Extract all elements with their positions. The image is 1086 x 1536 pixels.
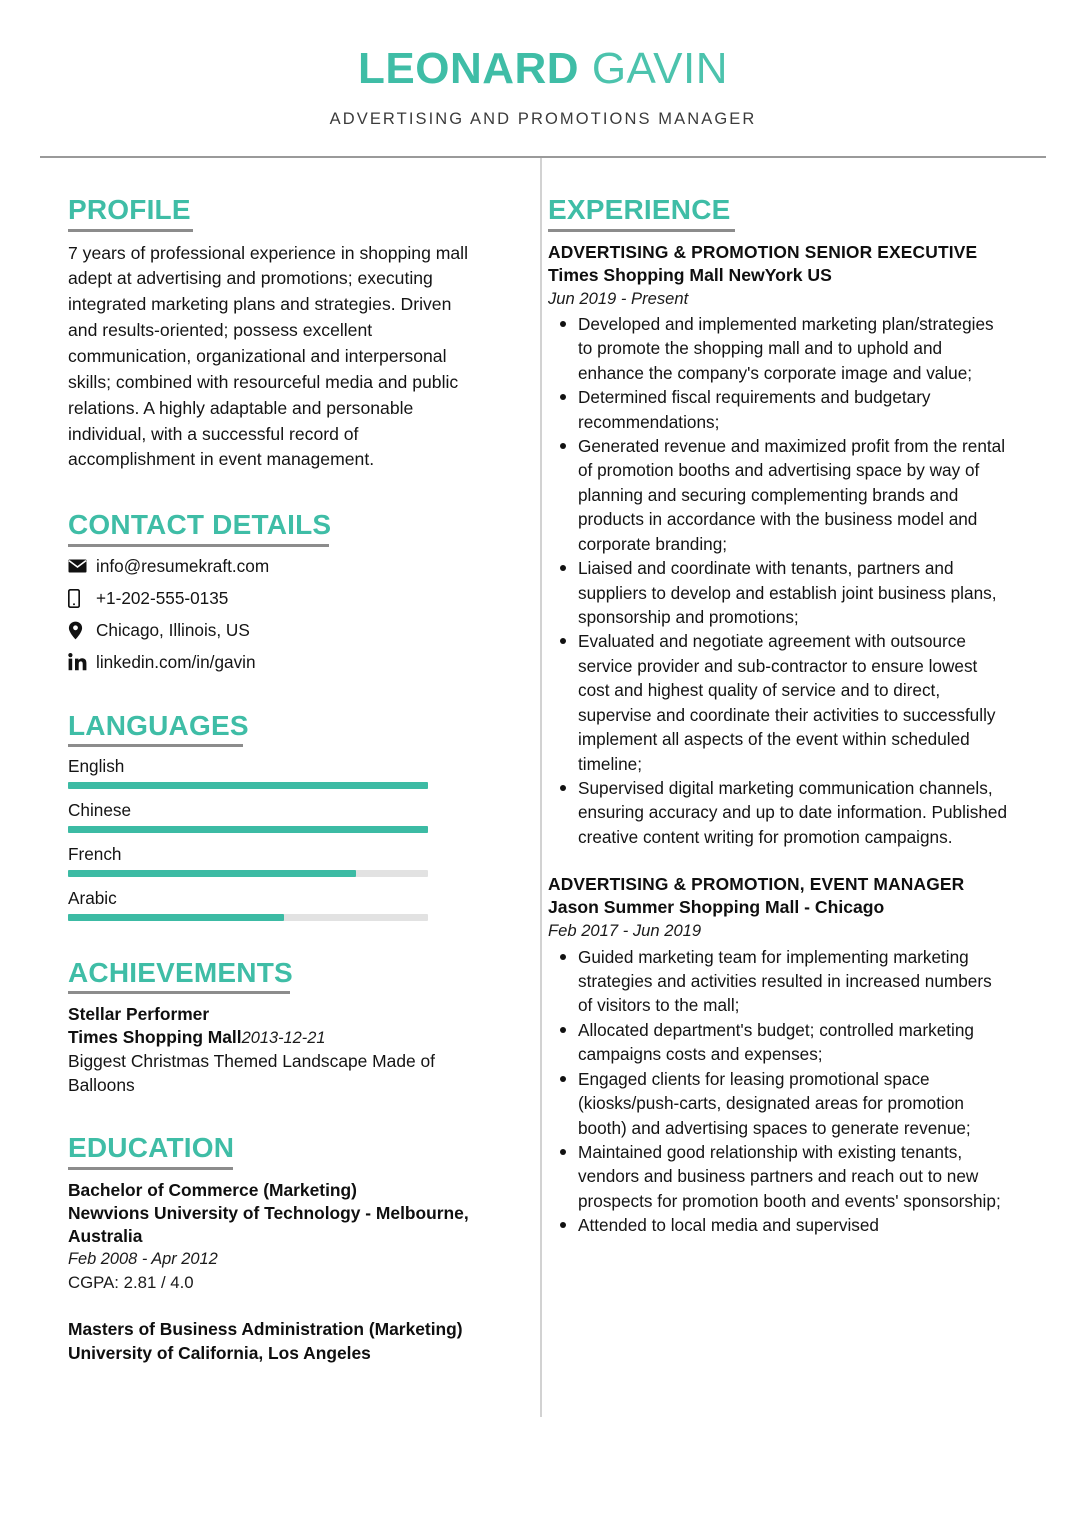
experience-heading: EXPERIENCE — [548, 194, 731, 226]
education-gpa: CGPA: 2.81 / 4.0 — [68, 1272, 194, 1292]
experience-bullet-list — [548, 945, 1010, 1238]
section-achievements — [68, 957, 482, 1097]
experience-bullet: Guided marketing team for implementing marketing strategies and activities resulted in increased numbers of visitors to the mall; — [548, 945, 1010, 1018]
experience-role: ADVERTISING & PROMOTION SENIOR EXECUTIVE — [548, 241, 978, 262]
language-level-fill — [68, 870, 356, 877]
section-languages — [68, 710, 482, 921]
last-name: GAVIN — [591, 44, 728, 93]
education-heading-rule — [68, 1167, 233, 1170]
resume-header — [0, 0, 1086, 129]
profile-heading: PROFILE — [68, 194, 191, 226]
column-divider — [540, 158, 542, 1417]
experience-bullet: Supervised digital marketing communication channels, ensuring accuracy and up to date information. Published creative content writing for promotion campaigns. — [548, 776, 1010, 849]
phone-icon — [68, 589, 96, 608]
experience-item — [548, 241, 1010, 850]
language-name: Arabic — [68, 888, 117, 908]
experience-bullet: Allocated department's budget; controlled marketing campaigns costs and expenses; — [548, 1018, 1010, 1067]
experience-heading-rule — [548, 229, 735, 232]
language-name: Chinese — [68, 800, 132, 820]
section-profile — [68, 194, 482, 473]
education-school: Newvions University of Technology - Melbourne, Australia — [68, 1202, 469, 1246]
language-level-track — [68, 826, 428, 833]
language-level-fill — [68, 782, 428, 789]
language-item — [68, 800, 482, 833]
envelope-icon — [68, 559, 96, 573]
section-education — [68, 1132, 482, 1365]
experience-bullet: Generated revenue and maximized profit from the rental of promotion booths and advertising space by way of planning and securing complementing brands and products in accordance with the business model and corporate branding; — [548, 434, 1010, 556]
contact-heading: CONTACT DETAILS — [68, 509, 332, 541]
experience-bullet-list — [548, 312, 1010, 849]
candidate-name — [0, 46, 1086, 92]
education-degree: Bachelor of Commerce (Marketing) — [68, 1179, 357, 1200]
contact-linkedin-value: linkedin.com/in/gavin — [96, 651, 256, 672]
languages-heading: LANGUAGES — [68, 709, 249, 741]
contact-list — [68, 556, 482, 673]
education-school: University of California, Los Angeles — [68, 1342, 371, 1363]
resume-body — [0, 158, 1086, 1371]
languages-heading-rule — [68, 744, 243, 747]
contact-location-value: Chicago, Illinois, US — [96, 619, 250, 640]
experience-item — [548, 873, 1010, 1237]
language-name: French — [68, 844, 122, 864]
contact-item-linkedin[interactable] — [68, 652, 482, 673]
linkedin-icon — [68, 653, 96, 671]
achievement-organization: Times Shopping Mall — [68, 1026, 242, 1047]
language-name: English — [68, 756, 125, 776]
first-name: LEONARD — [358, 44, 580, 93]
achievement-description: Biggest Christmas Themed Landscape Made of Balloons — [68, 1050, 436, 1095]
language-item — [68, 756, 482, 789]
language-item — [68, 888, 482, 921]
profile-text: 7 years of professional experience in shopping mall adept at advertising and promotions; executing integrated marketing plans and strategies. Driven and results-oriented; possess excellent communication, organizational and interpersonal skills; combined with resourceful media and public relations. A highly adaptable and personable individual, with a successful record of accomplishment in event management. — [68, 242, 469, 470]
location-pin-icon — [68, 621, 96, 640]
contact-email-value: info@resumekraft.com — [96, 555, 270, 576]
achievements-heading-rule — [68, 991, 290, 994]
language-level-track — [68, 914, 428, 921]
education-degree: Masters of Business Administration (Marketing) — [68, 1319, 463, 1340]
contact-item-phone[interactable] — [68, 588, 482, 609]
section-experience — [548, 194, 1010, 1238]
experience-bullet: Determined fiscal requirements and budgetary recommendations; — [548, 385, 1010, 434]
experience-role: ADVERTISING & PROMOTION, EVENT MANAGER — [548, 874, 965, 895]
education-item — [68, 1179, 482, 1295]
experience-bullet: Engaged clients for leasing promotional space (kiosks/push-carts, designated areas for promotion booth) and advertising spaces to generate revenue; — [548, 1067, 1010, 1140]
achievement-org-date — [68, 1027, 482, 1048]
experience-bullet: Attended to local media and supervised — [548, 1213, 1010, 1237]
achievements-heading: ACHIEVEMENTS — [68, 957, 293, 988]
education-item — [68, 1318, 482, 1364]
achievement-date: 2013-12-21 — [241, 1028, 326, 1047]
experience-date: Jun 2019 - Present — [548, 288, 689, 308]
experience-bullet: Evaluated and negotiate agreement with outsource service provider and sub-contractor to ensure lowest cost and highest quality of service and to direct, supervise and coordinate their activities to successfully implement all aspects of the event within scheduled timeline; — [548, 629, 1010, 776]
right-column — [510, 158, 1016, 1371]
left-column — [40, 158, 510, 1371]
experience-bullet: Liaised and coordinate with tenants, partners and suppliers to develop and establish joint business plans, sponsorship and promotions; — [548, 556, 1010, 629]
contact-item-email[interactable] — [68, 556, 482, 577]
contact-phone-value: +1-202-555-0135 — [96, 587, 229, 608]
achievement-item — [68, 1003, 482, 1097]
contact-item-location[interactable] — [68, 620, 482, 641]
language-level-fill — [68, 826, 428, 833]
section-contact-details — [68, 509, 482, 672]
language-item — [68, 844, 482, 877]
language-level-track — [68, 870, 428, 877]
candidate-job-title: ADVERTISING AND PROMOTIONS MANAGER — [329, 110, 757, 129]
experience-date: Feb 2017 - Jun 2019 — [548, 921, 702, 941]
experience-bullet: Maintained good relationship with existing tenants, vendors and business partners and reach out to new prospects for promotion booth and events' sponsorship; — [548, 1140, 1010, 1213]
experience-bullet: Developed and implemented marketing plan/strategies to promote the shopping mall and to uphold and enhance the company's corporate image and value; — [548, 312, 1010, 385]
experience-organization: Jason Summer Shopping Mall - Chicago — [548, 897, 885, 918]
profile-heading-rule — [68, 229, 193, 232]
education-date: Feb 2008 - Apr 2012 — [68, 1250, 218, 1268]
achievement-title: Stellar Performer — [68, 1004, 210, 1025]
language-level-fill — [68, 914, 284, 921]
experience-organization: Times Shopping Mall NewYork US — [548, 264, 832, 285]
contact-heading-rule — [68, 544, 329, 547]
education-heading: EDUCATION — [68, 1132, 235, 1164]
language-level-track — [68, 782, 428, 789]
